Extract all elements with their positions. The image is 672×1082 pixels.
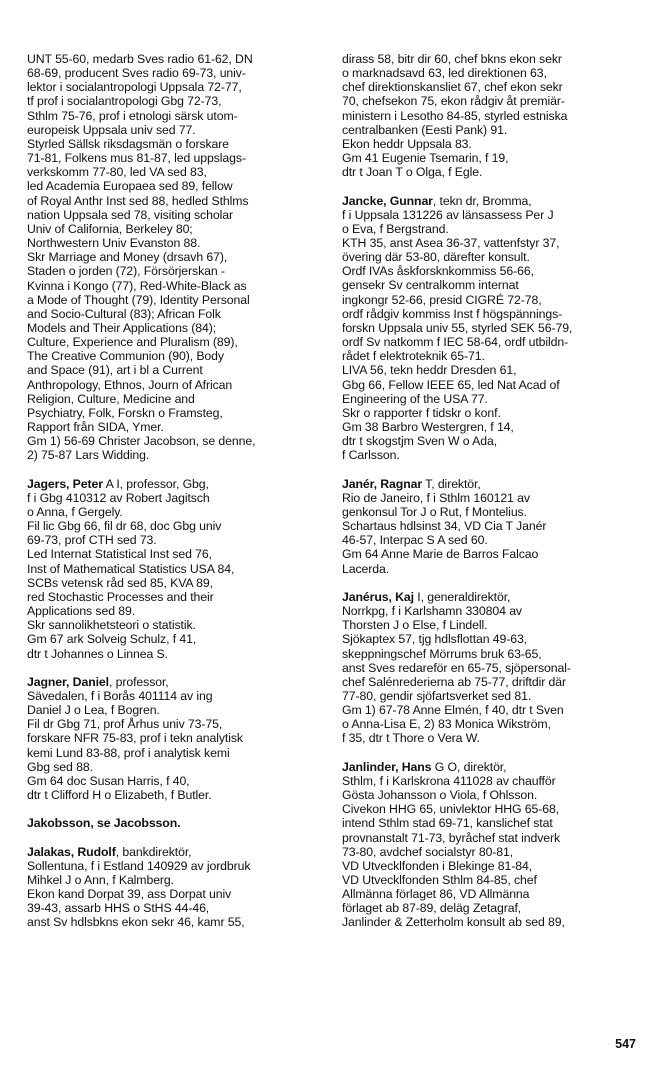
entry-janerus-kaj — [342, 590, 650, 746]
entry-name: Jakobsson, — [27, 816, 94, 831]
text-line: Sthlm 75-76, prof i etnologi särsk utom- — [27, 108, 238, 123]
text-line: 69-73, prof CTH sed 73. — [27, 533, 157, 548]
text-line: ordf rådgiv kommiss Inst f högspännings- — [342, 306, 563, 321]
text-line: Sävedalen, f i Borås 401114 av ing — [27, 689, 213, 703]
text-line: led Academia Europaea sed 89, fellow — [27, 179, 233, 194]
text-line: Applications sed 89. — [27, 604, 136, 619]
text-line: Fil dr Gbg 71, prof Århus univ 73-75, — [27, 717, 223, 732]
text-line: Psychiatry, Folk, Forskn o Framsteg, — [27, 405, 223, 420]
entry-jagner-daniel — [27, 675, 329, 802]
text-line: Led Internat Statistical Inst sed 76, — [27, 547, 212, 562]
text-line: genkonsul Tor J o Rut, f Montelius. — [342, 504, 527, 519]
text-line: The Creative Communion (90), Body — [27, 349, 224, 364]
text-line: 68-69, producent Sves radio 69-73, univ- — [27, 66, 246, 81]
text-line: ingkongr 52-66, presid CIGRÉ 72-78, — [342, 292, 542, 307]
entry-jakobsson — [27, 816, 329, 830]
text-line: Gm 41 Eugenie Tsemarin, f 19, — [342, 151, 509, 166]
entry-jagers-peter — [27, 477, 329, 661]
text-line: o Anna, f Gergely. — [27, 504, 123, 519]
text-line: 70, chefsekon 75, ekon rådgiv åt premiär- — [342, 94, 565, 109]
text-line: Janlinder & Zetterholm konsult ab sed 89, — [342, 915, 565, 930]
text-line: KTH 35, anst Asea 36-37, vattenfstyr 37, — [342, 236, 560, 251]
text-line: nation Uppsala sed 78, visiting scholar — [27, 207, 233, 222]
text-line: Lacerda. — [342, 561, 390, 576]
text-line: förlaget ab 87-89, deläg Zetagraf, — [342, 901, 522, 916]
text-line: rådet f elektroteknik 65-71. — [342, 349, 485, 364]
entry-title: T, direktör, — [422, 476, 481, 491]
entry-janlinder-hans — [342, 760, 650, 930]
entry-name: Janérus, Kaj — [342, 589, 414, 604]
text-line: Ekon kand Dorpat 39, ass Dorpat univ — [27, 887, 232, 902]
text-line: centralbanken (Eesti Pank) 91. — [342, 122, 508, 137]
text-line: Sjökaptex 57, tjg hdlsflottan 49-63, — [342, 632, 528, 647]
text-line: and Space (91), art i bl a Current — [27, 363, 203, 378]
text-line: Culture, Experience and Pluralism (89), — [27, 335, 238, 350]
text-line: VD Utvecklfonden Sthlm 84-85, chef — [342, 873, 537, 887]
text-line: kemi Lund 83-88, prof i analytisk kemi — [27, 745, 230, 760]
text-line: LIVA 56, tekn heddr Dresden 61, — [342, 363, 517, 378]
text-line: o Anna-Lisa E, 2) 83 Monica Wikström, — [342, 717, 551, 732]
text-line — [342, 477, 650, 491]
text-line: o marknadsavd 63, led direktionen 63, — [342, 66, 547, 81]
text-line: Gm 64 Anne Marie de Barros Falcao — [342, 547, 539, 562]
text-line: Religion, Culture, Medicine and — [27, 391, 195, 406]
text-line: Sollentuna, f i Estland 140929 av jordbruk — [27, 858, 251, 873]
page-number: 547 — [615, 1037, 636, 1051]
text-line: forskn Uppsala univ 55, styrled SEK 56-79, — [342, 320, 573, 335]
text-line: forskare NFR 75-83, prof i tekn analytisk — [27, 731, 243, 746]
text-line — [342, 590, 650, 604]
text-line: anst Sves redareför en 65-75, sjöpersonal- — [342, 660, 571, 675]
text-line: SCBs vetensk råd sed 85, KVA 89, — [27, 575, 213, 590]
entry-jalakas-rudolf — [27, 845, 329, 930]
text-line: 2) 75-87 Lars Widding. — [27, 448, 150, 463]
text-line: 73-80, avdchef socialstyr 80-81, — [342, 844, 514, 859]
entry-janer-ragnar — [342, 477, 650, 576]
text-line: Gm 1) 67-78 Anne Elmén, f 40, dtr t Sven — [342, 703, 564, 718]
entry-title: , professor, — [108, 674, 169, 689]
entry-title: G O, direktör, — [431, 759, 507, 774]
text-line: intend Sthlm stad 69-71, kanslichef stat — [342, 816, 553, 831]
text-line: Norrkpg, f i Karlshamn 330804 av — [342, 604, 522, 619]
text-line: Gm 64 doc Susan Harris, f 40, — [27, 773, 190, 788]
entry-name: Janér, Ragnar — [342, 476, 423, 491]
text-line: red Stochastic Processes and their — [27, 589, 214, 604]
text-line — [342, 194, 650, 208]
text-line — [27, 675, 329, 689]
text-line: Mihkel J o Ann, f Kalmberg. — [27, 873, 174, 887]
text-line: dtr t Joan T o Olga, f Egle. — [342, 165, 483, 180]
text-line: Gösta Johansson o Viola, f Ohlsson. — [342, 788, 538, 803]
text-line: Daniel J o Lea, f Bogren. — [27, 703, 160, 718]
text-line: 46-57, Interpac S A sed 60. — [342, 533, 488, 548]
text-line: f i Uppsala 131226 av länsassess Per J — [342, 207, 554, 222]
text-line: chef Salénrederierna ab 75-77, driftdir där — [342, 674, 567, 689]
text-line: Northwestern Univ Evanston 88. — [27, 236, 201, 251]
text-line: chef direktionskansliet 67, chef ekon sekr — [342, 80, 563, 95]
text-line: Gm 67 ark Solveig Schulz, f 41, — [27, 632, 197, 647]
text-line: Fil lic Gbg 66, fil dr 68, doc Gbg univ — [27, 519, 222, 534]
text-line: Univ of California, Berkeley 80; — [27, 221, 193, 236]
entry-continuation — [27, 52, 329, 463]
entry-jancke-gunnar — [342, 194, 650, 463]
text-line: Skr Marriage and Money (drsavh 67), — [27, 250, 228, 265]
text-line: provnanstalt 71-73, byråchef stat indverk — [342, 830, 561, 845]
cross-reference: se Jacobsson. — [93, 816, 181, 831]
text-line: Styrled Sällsk riksdagsmän o forskare — [27, 136, 230, 151]
text-line: Anthropology, Ethnos, Journ of African — [27, 377, 233, 392]
text-line: Ekon heddr Uppsala 83. — [342, 136, 472, 151]
text-line: europeisk Uppsala univ sed 77. — [27, 122, 196, 137]
text-line: Engineering of the USA 77. — [342, 391, 488, 406]
entry-name: Jagner, Daniel — [27, 674, 109, 689]
text-line: dtr t skogstjm Sven W o Ada, — [342, 434, 498, 449]
text-line: f i Gbg 410312 av Robert Jagitsch — [27, 490, 210, 505]
text-line: ordf Sv natkomm f IEC 58-64, ordf utbildn- — [342, 335, 569, 350]
entry-title: A I, professor, Gbg, — [102, 476, 209, 491]
text-line: 77-80, gendir sjöfartsverket sed 81. — [342, 688, 532, 703]
text-line: Allmänna förlaget 86, VD Allmänna — [342, 887, 530, 902]
text-line: f Carlsson. — [342, 448, 400, 463]
text-line: Rapport från SIDA, Ymer. — [27, 420, 164, 435]
left-column — [27, 52, 329, 944]
text-line: VD Utvecklfonden i Blekinge 81-84, — [342, 858, 533, 873]
text-line: dirass 58, bitr dir 60, chef bkns ekon sekr — [342, 52, 562, 66]
text-line: verkskomm 77-80, led VA sed 83, — [27, 165, 207, 180]
text-line: gensekr Sv centralkomm internat — [342, 278, 519, 293]
text-line: o Eva, f Bergstrand. — [342, 221, 449, 236]
text-line — [27, 845, 329, 859]
text-line: and Socio-Cultural (83); African Folk — [27, 306, 221, 321]
text-line — [342, 760, 650, 774]
text-line: Inst of Mathematical Statistics USA 84, — [27, 561, 235, 576]
text-line: Kvinna i Kongo (77), Red-White-Black as — [27, 278, 247, 293]
text-line: f 35, dtr t Thore o Vera W. — [342, 731, 480, 746]
text-line: övering där 53-80, därefter konsult. — [342, 250, 530, 265]
text-line: UNT 55-60, medarb Sves radio 61-62, DN — [27, 52, 253, 66]
entry-name: Jagers, Peter — [27, 476, 103, 491]
text-line: skeppningschef Mörrums bruk 63-65, — [342, 646, 542, 661]
text-line: Sthlm, f i Karlskrona 411028 av chaufför — [342, 773, 556, 788]
text-line: a Mode of Thought (79), Identity Personal — [27, 292, 250, 307]
right-column — [342, 52, 650, 944]
text-line: ministern i Lesotho 84-85, styrled estniska — [342, 108, 568, 123]
text-line: of Royal Anthr Inst sed 88, hedled Sthlms — [27, 193, 249, 208]
text-line: dtr t Clifford H o Elizabeth, f Butler. — [27, 788, 212, 803]
text-line: 39-43, assarb HHS o StHS 44-46, — [27, 901, 210, 916]
text-line: Models and Their Applications (84); — [27, 320, 217, 335]
text-line: Ordf IVAs åskforsknkommiss 56-66, — [342, 264, 534, 279]
text-line: 71-81, Folkens mus 81-87, led uppslags- — [27, 151, 246, 166]
text-line: Skr sannolikhetsteori o statistik. — [27, 618, 196, 633]
text-line: lektor i socialantropologi Uppsala 72-77, — [27, 80, 242, 95]
text-line: Staden o jorden (72), Försörjerskan - — [27, 264, 225, 279]
entry-name: Jancke, Gunnar — [342, 193, 433, 208]
text-line: Gm 38 Barbro Westergren, f 14, — [342, 420, 514, 435]
text-line: Skr o rapporter f tidskr o konf. — [342, 405, 501, 420]
text-line — [27, 477, 329, 491]
text-line — [27, 816, 329, 830]
text-line: Thorsten J o Else, f Lindell. — [342, 618, 488, 633]
text-line: Civekon HHG 65, univlektor HHG 65-68, — [342, 802, 560, 817]
text-line: tf prof i socialantropologi Gbg 72-73, — [27, 94, 222, 109]
text-line: Gbg sed 88. — [27, 759, 93, 774]
text-line: Gbg 66, Fellow IEEE 65, led Nat Acad of — [342, 377, 560, 392]
text-line: Rio de Janeiro, f i Sthlm 160121 av — [342, 490, 530, 505]
entry-title: , bankdirektör, — [115, 844, 192, 859]
entry-continuation — [342, 52, 650, 179]
entry-name: Jalakas, Rudolf — [27, 844, 116, 859]
text-line: anst Sv hdlsbkns ekon sekr 46, kamr 55, — [27, 915, 245, 930]
entry-title: , tekn dr, Bromma, — [432, 193, 532, 208]
entry-name: Janlinder, Hans — [342, 759, 432, 774]
entry-title: I, generaldirektör, — [413, 589, 511, 604]
text-line: dtr t Johannes o Linnea S. — [27, 646, 168, 661]
text-line: Gm 1) 56-69 Christer Jacobson, se denne, — [27, 434, 256, 449]
text-line: Schartaus hdlsinst 34, VD Cia T Janér — [342, 519, 547, 534]
